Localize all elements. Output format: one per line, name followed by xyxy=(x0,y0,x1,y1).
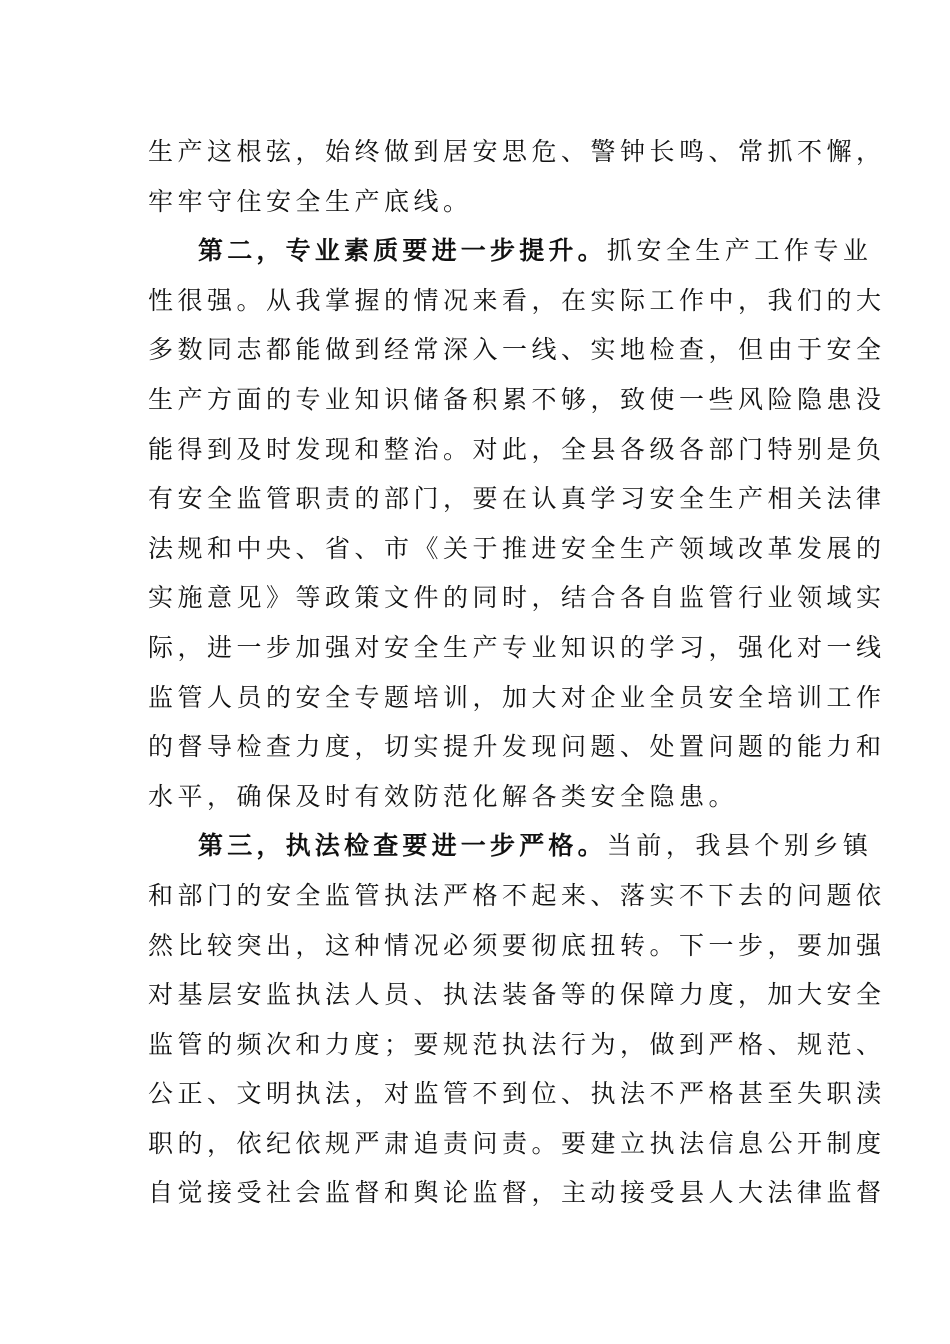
paragraph-2-line-11: 的督导检查力度，切实提升发现问题、处置问题的能力和 xyxy=(148,732,886,762)
paragraph-2-line-12: 水平，确保及时有效防范化解各类安全隐患。 xyxy=(148,781,739,811)
paragraph-3-line-2: 和部门的安全监管执法严格不起来、落实不下去的问题依 xyxy=(148,880,886,910)
paragraph-3-line-3: 然比较突出，这种情况必须要彻底扭转。下一步，要加强 xyxy=(148,930,886,960)
paragraph-2-line-7: 法规和中央、省、市《关于推进安全生产领域改革发展的 xyxy=(148,533,886,563)
paragraph-3-line-6: 公正、文明执法，对监管不到位、执法不严格甚至失职渎 xyxy=(148,1079,886,1109)
paragraph-3-heading: 第三，执法检查要进一步严格。 xyxy=(198,831,607,861)
paragraph-2-line-5: 能得到及时发现和整治。对此，全县各级各部门特别是负 xyxy=(148,434,886,464)
paragraph-2-line-6: 有安全监管职责的部门，要在认真学习安全生产相关法律 xyxy=(148,484,886,514)
paragraph-2-line-2: 性很强。从我掌握的情况来看，在实际工作中，我们的大 xyxy=(148,285,886,315)
paragraph-2-line-9: 际，进一步加强对安全生产专业知识的学习，强化对一线 xyxy=(148,632,886,662)
paragraph-1-line-2: 牢牢守住安全生产底线。 xyxy=(148,186,473,216)
paragraph-3-line-1 xyxy=(148,821,873,871)
paragraph-2-line-4: 生产方面的专业知识储备积累不够，致使一些风险隐患没 xyxy=(148,384,886,414)
paragraph-2-heading: 第二，专业素质要进一步提升。 xyxy=(198,236,607,266)
paragraph-3-line-8: 自觉接受社会监督和舆论监督，主动接受县人大法律监督 xyxy=(148,1178,886,1208)
paragraph-3-line-5: 监管的频次和力度；要规范执法行为，做到严格、规范、 xyxy=(148,1029,886,1059)
paragraph-2-line-1 xyxy=(148,226,873,276)
body-text xyxy=(148,127,886,1218)
paragraph-3-first-line-text: 当前，我县个别乡镇 xyxy=(606,831,873,861)
paragraph-2-first-line-text: 抓安全生产工作专业 xyxy=(606,236,873,266)
paragraph-1-line-1: 生产这根弦，始终做到居安思危、警钟长鸣、常抓不懈， xyxy=(148,137,886,166)
paragraph-3-line-4: 对基层安监执法人员、执法装备等的保障力度，加大安全 xyxy=(148,980,886,1010)
paragraph-3-line-7: 职的，依纪依规严肃追责问责。要建立执法信息公开制度 xyxy=(148,1128,886,1158)
paragraph-2-line-8: 实施意见》等政策文件的同时，结合各自监管行业领域实 xyxy=(148,583,886,613)
paragraph-2-line-10: 监管人员的安全专题培训，加大对企业全员安全培训工作 xyxy=(148,682,886,712)
paragraph-2-line-3: 多数同志都能做到经常深入一线、实地检查，但由于安全 xyxy=(148,335,886,365)
